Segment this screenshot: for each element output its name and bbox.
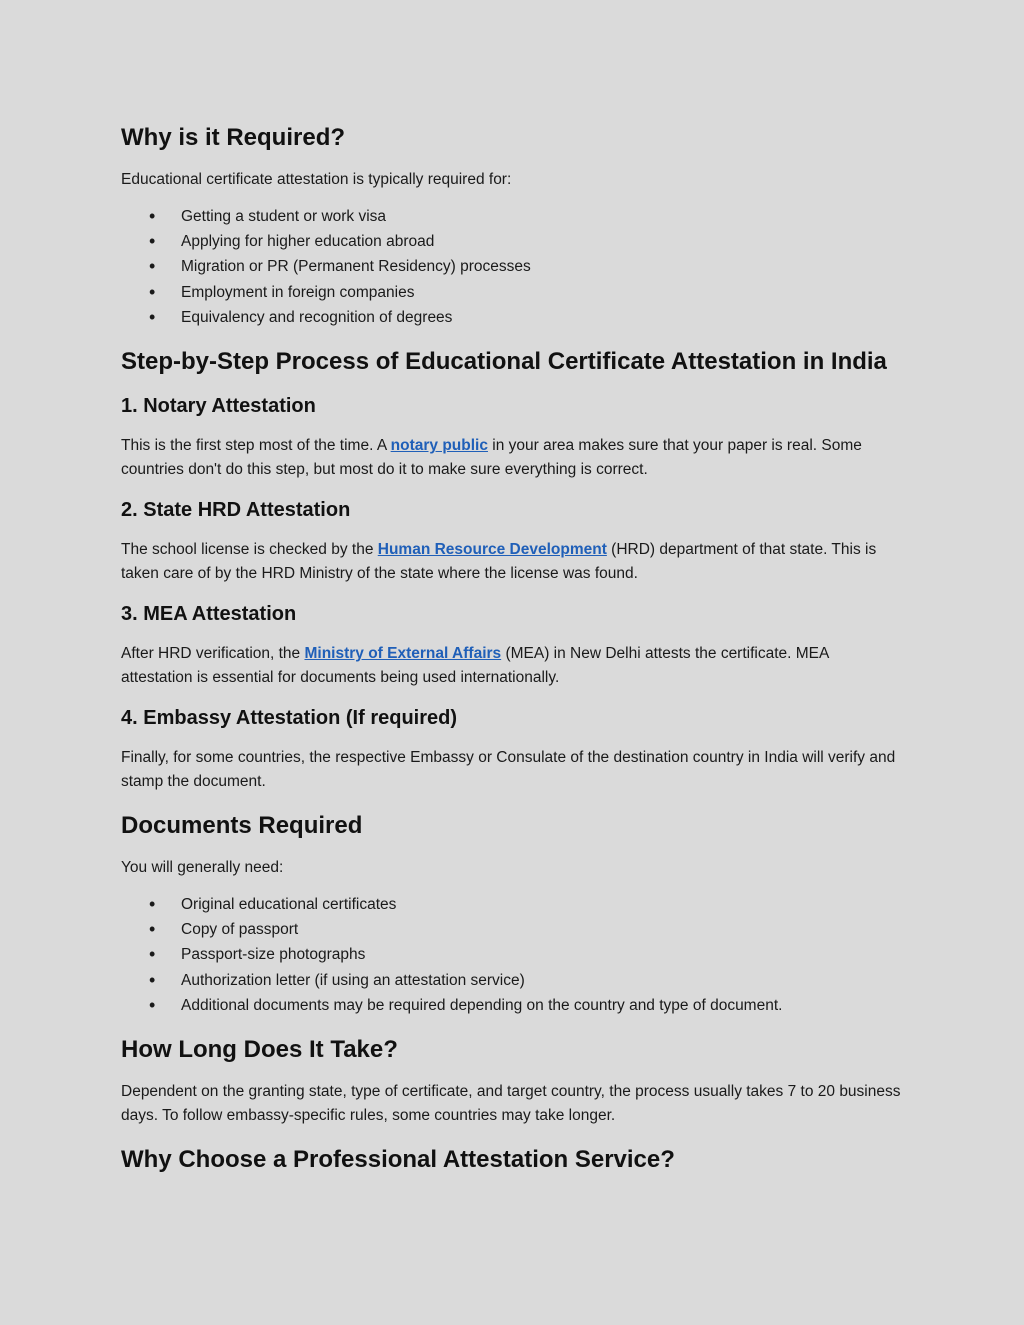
ministry-external-affairs-link[interactable]: Ministry of External Affairs — [304, 645, 502, 663]
why-required-intro: Educational certificate attestation is typically required for: — [121, 171, 512, 188]
step-1-text: This is the first step most of the time. A notary public in your area makes sure that your paper is real. Some countries don't do this step, but most do it to make sure everything is correct. — [121, 437, 862, 479]
documents-list — [121, 892, 901, 1018]
duration-text: Dependent on the granting state, type of certificate, and target country, the process usually takes 7 to 20 business days. To follow embassy-specific rules, some countries may take longer. — [121, 1083, 901, 1125]
why-choose-heading: Why Choose a Professional Attestation Service? — [121, 1146, 675, 1174]
step-2-text: The school license is checked by the Human Resource Development (HRD) department of that state. This is taken care of by the HRD Ministry of the state where the license was found. — [121, 541, 877, 583]
list-item: • Getting a student or work visa — [121, 204, 901, 229]
why-required-heading: Why is it Required? — [121, 124, 346, 151]
list-item: • Copy of passport — [121, 917, 901, 942]
list-item: • Additional documents may be required depending on the country and type of document. — [121, 993, 901, 1018]
step-3-title: 3. MEA Attestation — [121, 603, 297, 626]
human-resource-development-link[interactable]: Human Resource Development — [377, 541, 607, 559]
document-content — [121, 122, 901, 1176]
duration-heading: How Long Does It Take? — [121, 1036, 398, 1064]
step-3-text: After HRD verification, the Ministry of External Affairs (MEA) in New Delhi attests the certificate. MEA attestation is essential for documents being used internationally. — [121, 645, 829, 687]
list-item: • Authorization letter (if using an attestation service) — [121, 968, 901, 993]
documents-heading: Documents Required — [121, 812, 363, 840]
list-item: • Original educational certificates — [121, 892, 901, 917]
step-1-title: 1. Notary Attestation — [121, 395, 316, 418]
step-4-text: Finally, for some countries, the respective Embassy or Consulate of the destination country in India will verify and stamp the document. — [121, 749, 896, 791]
list-item: • Migration or PR (Permanent Residency) processes — [121, 254, 901, 279]
list-item: • Applying for higher education abroad — [121, 229, 901, 254]
list-item: • Equivalency and recognition of degrees — [121, 305, 901, 330]
step-4-title: 4. Embassy Attestation (If required) — [121, 707, 457, 730]
step-2-title: 2. State HRD Attestation — [121, 499, 351, 522]
documents-intro: You will generally need: — [121, 859, 284, 877]
why-required-list — [121, 204, 901, 330]
notary-public-link[interactable]: notary public — [390, 437, 488, 455]
list-item: • Employment in foreign companies — [121, 280, 901, 305]
list-item: • Passport-size photographs — [121, 942, 901, 967]
process-heading: Step-by-Step Process of Educational Certificate Attestation in India — [121, 348, 887, 376]
